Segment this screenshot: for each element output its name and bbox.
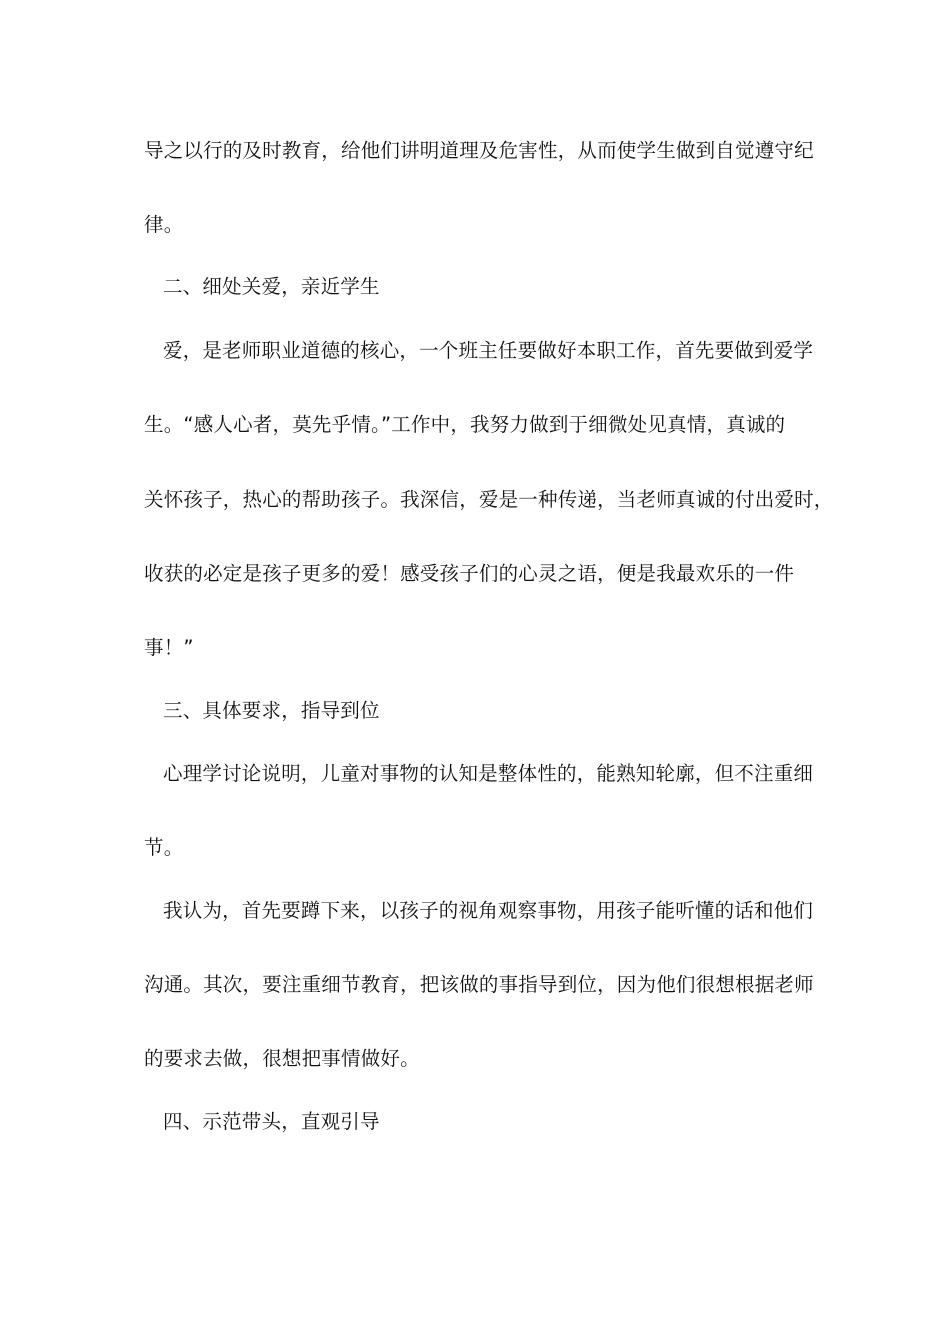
section-heading-4: 四、示范带头，直观引导 bbox=[163, 1110, 380, 1133]
paragraph-line: 爱，是老师职业道德的核心，一个班主任要做好本职工作，首先要做到爱学 bbox=[163, 339, 814, 362]
section-heading-3: 三、具体要求，指导到位 bbox=[163, 699, 380, 722]
paragraph-line: 收获的必定是孩子更多的爱！感受孩子们的心灵之语，便是我最欢乐的一件 bbox=[144, 562, 795, 585]
paragraph-line: 沟通。其次，要注重细节教育，把该做的事指导到位，因为他们很想根据老师 bbox=[144, 973, 814, 996]
paragraph-line: 律。 bbox=[144, 213, 184, 236]
paragraph-line: 我认为，首先要蹲下来，以孩子的视角观察事物，用孩子能听懂的话和他们 bbox=[163, 899, 814, 922]
section-heading-2: 二、细处关爱，亲近学生 bbox=[163, 275, 380, 298]
paragraph-line: 导之以行的及时教育，给他们讲明道理及危害性，从而使学生做到自觉遵守纪 bbox=[144, 139, 814, 162]
paragraph-line: 的要求去做，很想把事情做好。 bbox=[144, 1047, 420, 1070]
paragraph-line: 事！” bbox=[144, 636, 194, 659]
paragraph-line: 生。“感人心者，莫先乎情。”工作中，我努力做到于细微处见真情，真诚的 bbox=[144, 413, 786, 436]
paragraph-line: 心理学讨论说明，儿童对事物的认知是整体性的，能熟知轮廓，但不注重细 bbox=[163, 762, 814, 785]
paragraph-line: 节。 bbox=[144, 836, 184, 859]
paragraph-line: 关怀孩子，热心的帮助孩子。我深信，爱是一种传递，当老师真诚的付出爱时， bbox=[144, 488, 834, 511]
